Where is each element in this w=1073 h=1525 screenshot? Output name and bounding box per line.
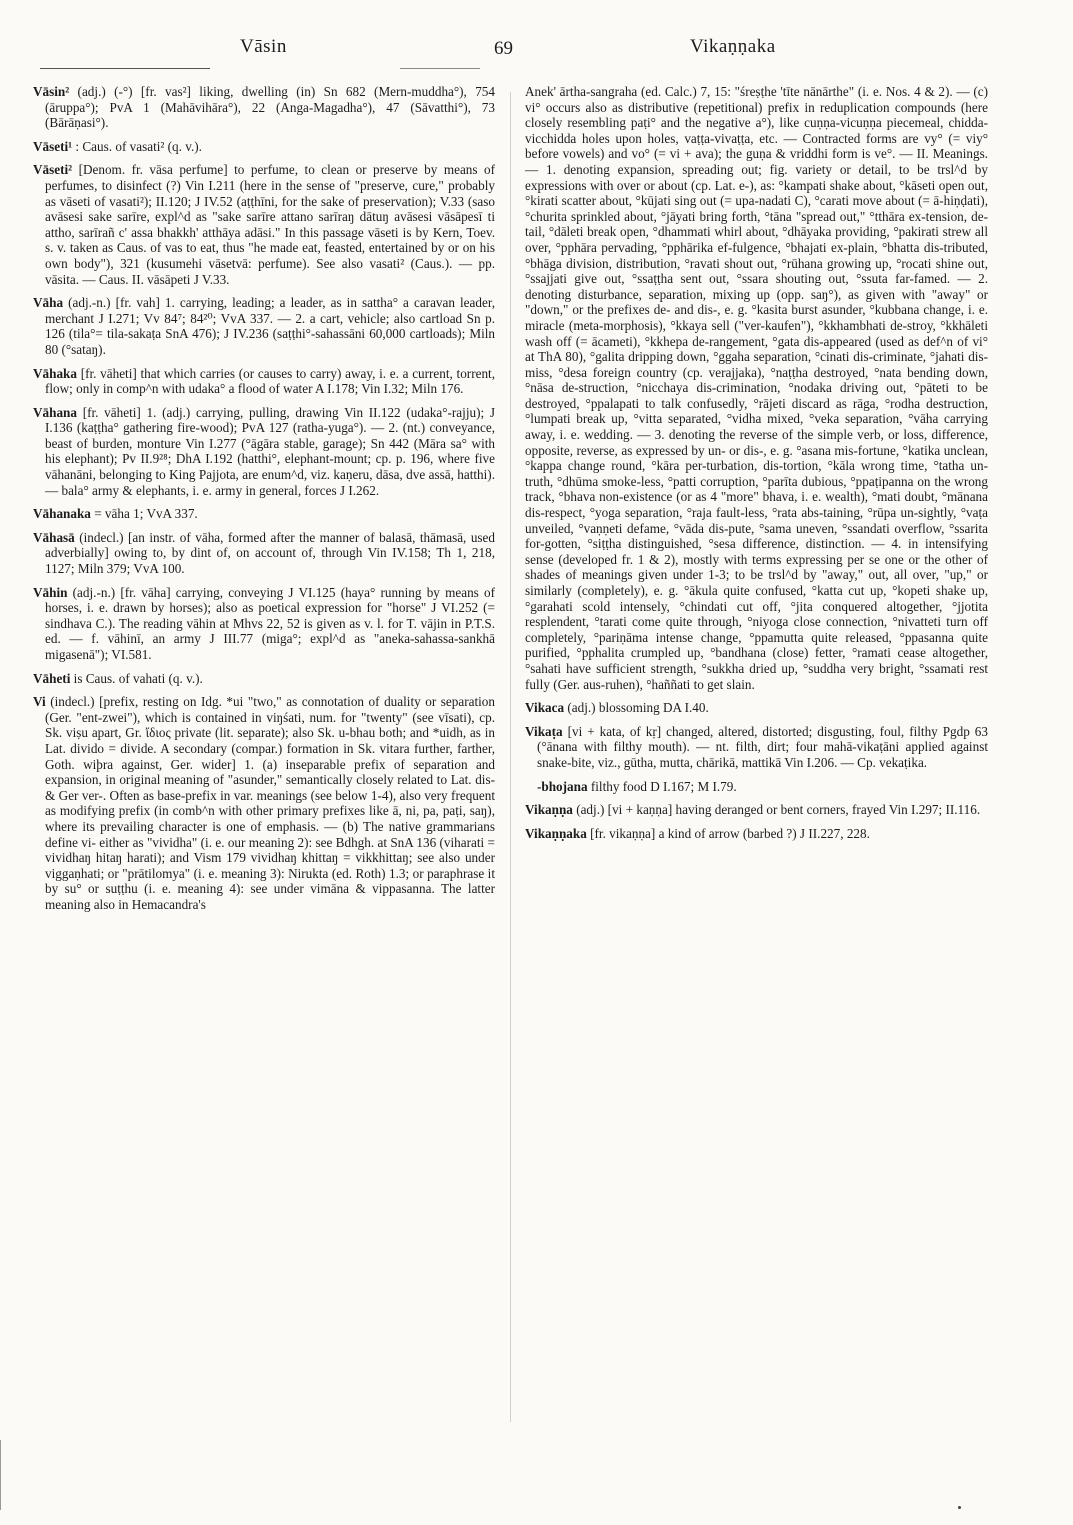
entry-definition: [fr. vāheti] that which carries (or causes to carry) away, i. e. a current, torrent, flow; only in comp^n with udaka° a flood of water A I.178; Vin I.32; Miln 176.: [45, 365, 495, 397]
entry-headword: Vāhin: [33, 584, 68, 600]
dictionary-entry: [33, 671, 495, 687]
right-running-headword: Vikaṇṇaka: [690, 36, 776, 57]
entry-definition: is Caus. of vahati (q. v.).: [70, 670, 203, 686]
entry-definition: (indecl.) [an instr. of vāha, formed after the manner of balasā, thāmasā, used adverbially] owing to, by dint of, on account of, through Vin IV.158; Th 1, 218, 1127; Miln 379; VvA 100.: [45, 529, 495, 577]
entry-headword: Vikaca: [525, 700, 565, 716]
scan-dot: [958, 1506, 961, 1509]
header-rule-right: [400, 68, 480, 69]
entry-headword: Vikaṇṇaka: [525, 825, 587, 841]
entry-definition: (adj.-n.) [fr. vāha] carrying, conveying J VI.125 (haya° running by means of horses, i. e. drawn by horses); also as poetical expression for "horse" J VI.252 (= sindhava C.). The reading vāhin at Mhvs 22, 52 is given as v. l. for T. vājin in P.T.S. ed. — f. vāhinī, an army J III.77 (miga°; expl^d as "aneka-sahassa-sankhā migasenā"); VI.581.: [45, 584, 495, 662]
entry-headword: Vāseti²: [33, 162, 73, 178]
dictionary-entry: [33, 530, 495, 577]
dictionary-entry: [525, 802, 988, 818]
entry-headword: Vāhana: [33, 404, 77, 420]
entry-headword: Vikaṭa: [525, 723, 563, 739]
dictionary-entry: [33, 405, 495, 499]
entry-headword: Vāhasā: [33, 529, 75, 545]
page-number: 69: [494, 38, 513, 59]
entry-definition: [Denom. fr. vāsa perfume] to perfume, to clean or preserve by means of perfumes, to disinfect (?) Vin I.211 (here in the sense of "preserve, cure," probably as vāseti of vasati²); II.120; J IV.52 (aṭṭhīni, for the sake of preservation); V.33 (saso avāsesi sake sarīre, expl^d as "sake sarīre attano sarīraŋ dātuŋ avāsesi vāsāpesī ti attho, sarīrañ c' assa bhakkh' atthāya adāsi." In this passage vāseti is by Kern, Toev. s. v. taken as Caus. of vas to eat, thus "he made eat, feasted, entertained by or on his own body"), 321 (kusumehi vāsetvā: perfume). See also vasati² (Caus.). — pp. vāsita. — Caus. II. vāsāpeti J V.33.: [45, 162, 495, 287]
dictionary-entry: [33, 162, 495, 287]
right-column: [525, 84, 988, 849]
entry-definition: [fr. vikaṇṇa] a kind of arrow (barbed ?) J II.227, 228.: [586, 825, 870, 841]
entry-definition: (adj.-n.) [fr. vah] 1. carrying, leading; a leader, as in sattha° a caravan leader, merchant J I.271; Vv 84⁷; 84²⁰; VvA 337. — 2. a cart, vehicle; also cartload Sn p. 126 (tila°= tila-sakaṭa SnA 476); J IV.236 (saṭṭhi°-sahassāni 60,000 cartloads); Miln 80 (°sataŋ).: [45, 295, 495, 357]
entry-definition: = vāha 1; VvA 337.: [90, 506, 198, 522]
dictionary-entry: [525, 826, 988, 842]
scan-edge-mark: [0, 1440, 15, 1510]
entry-headword: -bhojana: [537, 778, 588, 794]
entry-headword: Vāsin²: [33, 84, 70, 99]
entry-definition: [vi + kata, of kṛ] changed, altered, distorted; disgusting, foul, filthy Pgdp 63 (°ānana with filthy mouth). — nt. filth, dirt; four mahā-vikaṭāni applied against snake-bite, viz., gūtha, mutta, chārikā, mattikā Vin I.206. — Cp. vekaṭika.: [537, 723, 988, 770]
entry-headword: Vāha: [33, 295, 64, 311]
entry-definition: : Caus. of vasati² (q. v.).: [72, 138, 202, 154]
left-column: [33, 84, 495, 921]
dictionary-entry: [525, 724, 988, 771]
entry-definition: filthy food D I.167; M I.79.: [587, 778, 737, 794]
dictionary-entry: [33, 84, 495, 131]
header-rule-left: [40, 68, 210, 69]
dictionary-entry: [33, 139, 495, 155]
entry-definition: (indecl.) [prefix, resting on Idg. *ui "two," as connotation of duality or separation (Ger. "ent-zwei"), which is contained in viŋśati, num. for "twenty" (see vīsati), cp. Sk. viṣu apart, Gr. ἴδιος private (lit. separate); also Sk. u-bhau both; and *uidh, as in Lat. divido = divide. A secondary (compar.) formation in Sk. vitara further, farther, Goth. wiþra against, Ger. wider] 1. (a) inseparable prefix of separation and expansion, in original meaning of "asunder," semantically closely related to Lat. dis- & Ger ver-. Often as base-prefix in var. meanings (see below 1-4), also very frequent as modifying prefix (in comb^n with other primary prefixes like ā, ni, pa, paṭi, saŋ), where its prevailing character is one of emphasis. — (b) The native grammarians define vi- either as "vividha" (i. e. our meaning 2): see Bdhgh. at SnA 136 (viharati = vividhaŋ hitaŋ harati); and Vism 179 vividhaŋ khittaŋ = vikkhittaŋ; see also under viggaṇhati; or "prātilomya" (i. e. meaning 3): Nirukta (ed. Roth) 1.3; or paraphrase it by su° or suṭṭhu (i. e. meaning 4): see under vimāna & vippasanna. The latter meaning also in Hemacandra's: [45, 694, 495, 912]
dictionary-entry: [525, 84, 988, 692]
entry-headword: Vāhaka: [33, 365, 77, 381]
entry-headword: Vi: [33, 694, 46, 710]
entry-headword: Vāhanaka: [33, 506, 91, 522]
entry-definition: (adj.) (-°) [fr. vas²] liking, dwelling (in) Sn 682 (Mern-muddha°), 754 (āruppa°); PvA 1 (Mahāvihāra°), 22 (Anga-Magadha°), 47 (Sāvatthi°), 73 (Bārāṇasi°).: [45, 84, 495, 131]
dictionary-entry: [33, 506, 495, 522]
entry-definition: (adj.) [vi + kaṇṇa] having deranged or bent corners, frayed Vin I.297; II.116.: [572, 802, 981, 818]
dictionary-entry: [33, 585, 495, 663]
entry-definition: (adj.) blossoming DA I.40.: [564, 700, 709, 716]
entry-headword: Vāseti¹: [33, 138, 73, 154]
dictionary-entry: [33, 366, 495, 397]
entry-headword: Vikaṇṇa: [525, 802, 573, 818]
entry-headword: Vāheti: [33, 670, 71, 686]
column-divider: [510, 92, 511, 1422]
left-running-headword: Vāsin: [240, 36, 287, 57]
entry-definition: Anek' ārtha-sangraha (ed. Calc.) 7, 15: "śreṣṭhe 'tīte nānārthe" (i. e. Nos. 4 & 2). — (c) vi° occurs also as distributive (repetitional) prefix in reduplication compounds (here closely resembling paṭi° and the negative a°), like cuṇṇa-vicuṇṇa piecemeal, chidda-vicchidda holes upon holes, vaṭṭa-vivaṭṭa, etc. — Contracted forms are vy° (= viy° before vowels) and vo° (= vi + ava); the guṇa & vriddhi form is ve°. — II. Meanings. — 1. denoting expansion, spreading out; fig. variety or detail, to be trsl^d by expressions with over or about (cp. Lat. e-), as: °kampati shake about, °kāseti open out, °kirati scatter about, °kūjati sing out (= upa-nadati C), °carati move about (= ā-hiṇḍati), °churita sprinkled about, °jāyati bring forth, °tāna "spread out," °tthāra ex-tension, de-tail, °dāleti break open, °dhammati whirl about, °dhāyaka providing, °pakirati strew all over, °pphāra pervading, °pphārika ef-fulgence, °bhajati ex-plain, °bhatta dis-tributed, °bhāga division, distribution, °ravati shout out, °rūhana growing up, °rocati shine out, °ssajjati give out, °ssaṭṭha sent out, °ssara shouting out, °ssuta far-famed. — 2. denoting disturbance, separation, mixing up (opp. saŋ°), as given with "away" or "down," or the prefixes de- and dis-, e. g. °kasita burst asunder, °kubbana change, i. e. miracle (meta-morphosis), °kkaya sell ("ver-kaufen"), °kkhambhati de-stroy, °kkhāleti wash off (= ācameti), °kkhepa de-rangement, °gata dis-appeared (used as def^n of vi° at ThA 80), °galita dripping down, °ggaha separation, °cinati dis-criminate, °jahati dis-miss, °desa foreign country (cp. verajjaka), °naṭṭha destroyed, °nata bending down, °nāsa de-struction, °nicchaya dis-crimination, °nodaka driving out, °pāteti to be destroyed, °ppalapati to talk confusedly, °rājeti discard as rāga, °rodha destruction, °lumpati break up, °vitta separated, °vidha mixed, °veka separation, °vāha carrying away, i. e. wedding. — 3. denoting the reverse of the simple verb, or loss, difference, opposite, reverse, as expressed by un- or dis-, e. g. °asana mis-fortune, °katika unclean, °kappa change round, °kāra per-turbation, dis-tortion, °kāla wrong time, °tatha un-truth, °dhūma smoke-less, °patti corruption, °parīta dubious, °ppaṭipanna on the wrong track, °bhava non-existence (or as 4 "more" bhava, i. e. wealth), °mati doubt, °mānana dis-respect, °yoga separation, °raja fault-less, °rata abs-taining, °rūpa un-sightly, °vaṭa unveiled, °vaṇṇeti defame, °vāda dis-pute, °sama uneven, °ssandati overflow, °ssarita for-gotten, °siṭṭha distinguished, °sesa difference, distinction. — 4. in intensifying sense (developed fr. 1 & 2), mostly with terms expressing per se one or the other of shades of meanings given under 1-3; to be trsl^d by "away," out, all over, "up," or similarly (completely), e. g. °ākula quite confused, °katta cut up, °kopeti shake up, °garahati scold intensely, °chindati cut off, °jita conquered altogether, °jjotita resplendent, °tarati come quite through, °niyoga close connection, °nivatteti turn off completely, °pariṇāma intense change, °ppamutta quite released, °ppasanna quite purified, °pphalita crumpled up, °bandhana (close) fetter, °ramati cease altogether, °sahati have sufficient strength, °sukkha dried up, °suddha very bright, °ssamati rest fully (Ger. aus-ruhen), °haññati to get slain.: [525, 84, 988, 692]
page-header: [0, 36, 1073, 66]
dictionary-entry: [525, 700, 988, 716]
entry-definition: [fr. vāheti] 1. (adj.) carrying, pulling, drawing Vin II.122 (udaka°-rajju); J I.136 (kaṭṭha° gathering fire-wood); PvA 127 (ratha-yuga°). — 2. (nt.) conveyance, beast of burden, monture Vin I.277 (°āgāra stable, garage); Sn 442 (Māra sa° with his elephant); Pv II.9²⁸; DhA I.192 (hatthi°, elephant-mount; cp. p. 196, where five vāhanāni, belonging to King Pajjota, are enum^d, viz. kaṇeru, dāsa, dve assā, hatthi). — bala° army & elephants, i. e. army in general, forces J I.262.: [45, 404, 495, 498]
dictionary-entry: [33, 295, 495, 357]
dictionary-entry: [33, 694, 495, 912]
dictionary-entry: [525, 779, 988, 795]
